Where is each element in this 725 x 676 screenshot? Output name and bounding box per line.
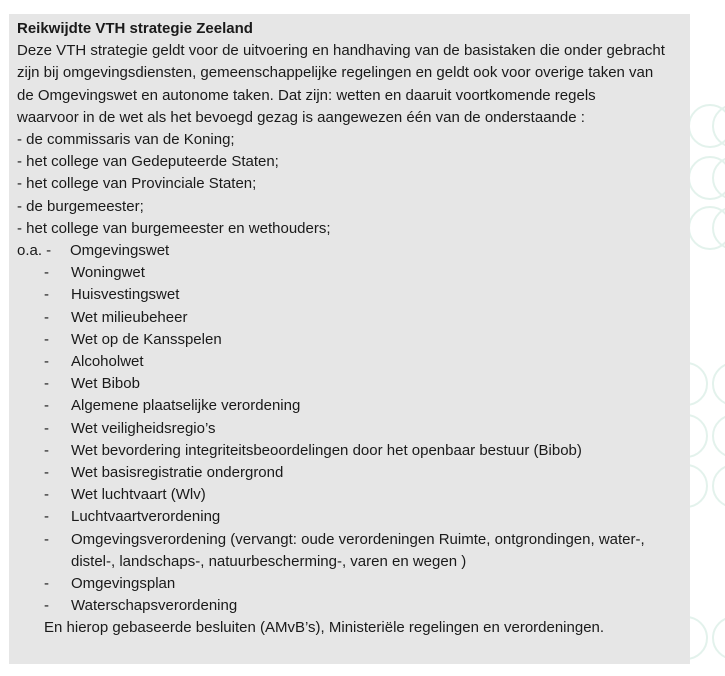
law-list-item xyxy=(17,573,690,595)
intro-line: zijn bij omgevingsdiensten, gemeenschappelijke regelingen en geldt ook voor overige taken van xyxy=(17,64,654,82)
list-dash: - xyxy=(44,264,49,282)
law-list-item xyxy=(17,373,690,395)
closing-note: En hierop gebaseerde besluiten (AMvB’s), Ministeriële regelingen en verordeningen. xyxy=(44,619,605,637)
law-item-text: Wet basisregistratie ondergrond xyxy=(71,464,284,482)
law-item-text: Wet veiligheidsregio’s xyxy=(71,419,216,437)
law-list-item xyxy=(17,307,690,329)
decorative-circle xyxy=(712,464,725,508)
authority-item: - het college van Provinciale Staten; xyxy=(17,175,257,193)
law-list-item xyxy=(17,351,690,373)
law-item-text: Omgevingsplan xyxy=(71,575,176,593)
law-item-text: Waterschapsverordening xyxy=(71,597,238,615)
document-title: Reikwijdte VTH strategie Zeeland xyxy=(17,20,253,37)
law-list-item xyxy=(17,462,690,484)
law-list-first-row xyxy=(17,240,690,262)
law-item-text: Wet Bibob xyxy=(71,375,140,393)
law-list-item xyxy=(17,395,690,417)
decorative-circle xyxy=(712,414,725,458)
list-dash: - xyxy=(44,486,49,504)
list-dash: - xyxy=(44,530,49,548)
law-list-item xyxy=(17,440,690,462)
law-item-text: Omgevingsverordening (vervangt: oude verordeningen Ruimte, ontgrondingen, water-, distel-, landschaps-, natuurbescherming-, varen en wegen ) xyxy=(71,530,645,570)
list-dash: - xyxy=(44,286,49,304)
text-panel xyxy=(9,14,690,664)
authority-item: - de burgemeester; xyxy=(17,197,144,215)
authority-item: - het college van burgemeester en wethouders; xyxy=(17,219,331,237)
list-dash: - xyxy=(44,575,49,593)
law-list-item xyxy=(17,418,690,440)
law-item-text: Wet milieubeheer xyxy=(71,308,188,326)
list-dash: - xyxy=(44,330,49,348)
law-item-text: Woningwet xyxy=(71,264,145,282)
intro-line: de Omgevingswet en autonome taken. Dat zijn: wetten en daaruit voortkomende regels xyxy=(17,86,596,104)
law-list-item xyxy=(17,262,690,284)
law-item-text: Wet luchtvaart (Wlv) xyxy=(71,486,206,504)
oa-prefix: o.a. - xyxy=(17,242,52,260)
law-item-text: Wet op de Kansspelen xyxy=(71,330,222,348)
intro-line: Deze VTH strategie geldt voor de uitvoering en handhaving van de basistaken die onder gebracht xyxy=(17,42,665,60)
list-dash: - xyxy=(44,353,49,371)
list-dash: - xyxy=(44,441,49,459)
list-dash: - xyxy=(44,375,49,393)
law-list-item xyxy=(17,329,690,351)
law-list-item xyxy=(17,529,690,573)
law-list-item xyxy=(17,506,690,528)
law-item-text: Huisvestingswet xyxy=(71,286,180,304)
decorative-circle xyxy=(712,616,725,660)
authority-item: - de commissaris van de Koning; xyxy=(17,131,235,149)
intro-line: waarvoor in de wet als het bevoegd gezag is aangewezen één van de onderstaande : xyxy=(17,108,585,126)
list-dash: - xyxy=(44,308,49,326)
list-dash: - xyxy=(44,397,49,415)
law-item-text: Algemene plaatselijke verordening xyxy=(71,397,301,415)
list-dash: - xyxy=(44,419,49,437)
list-dash: - xyxy=(44,464,49,482)
authority-item: - het college van Gedeputeerde Staten; xyxy=(17,153,279,171)
law-list-item xyxy=(17,595,690,617)
law-item-text: Wet bevordering integriteitsbeoordelingen door het openbaar bestuur (Bibob) xyxy=(71,441,582,459)
list-dash: - xyxy=(44,508,49,526)
law-item-text: Luchtvaartverordening xyxy=(71,508,221,526)
law-list-item xyxy=(17,484,690,506)
list-dash: - xyxy=(44,597,49,615)
law-item-text: Alcoholwet xyxy=(71,353,144,371)
decorative-circle xyxy=(712,362,725,406)
law-list-item xyxy=(17,284,690,306)
law-item-omgevingswet: Omgevingswet xyxy=(70,242,170,260)
